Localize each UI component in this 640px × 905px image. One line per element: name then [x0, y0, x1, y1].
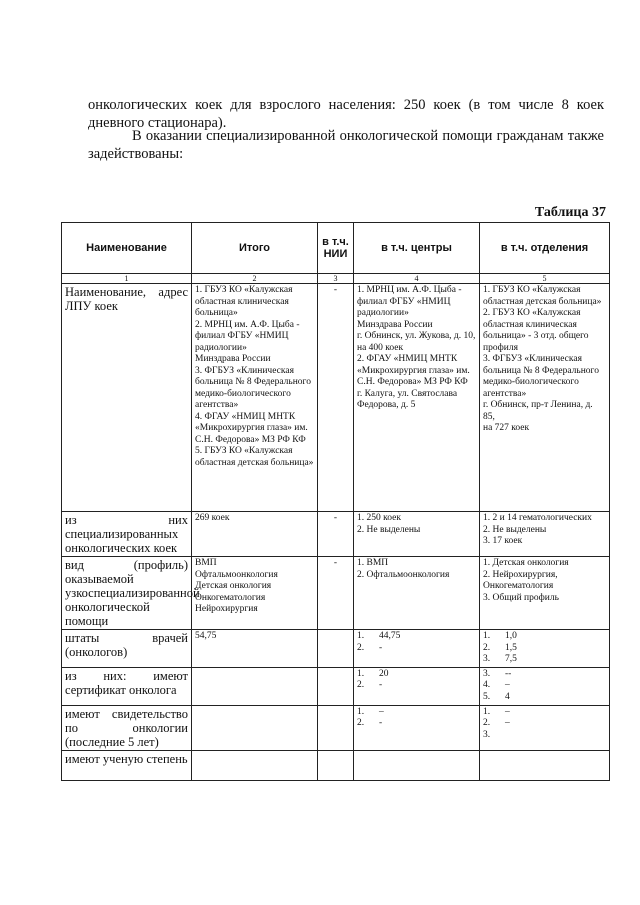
item-value: 44,75 [379, 631, 401, 641]
cell-departments [480, 512, 610, 557]
item-number: 1. [357, 668, 365, 679]
cell-line: г. Обнинск, ул. Жукова, д. 10, на 400 коек [357, 331, 476, 353]
cell-centers [354, 557, 480, 630]
col-number: 1 [62, 274, 192, 284]
cell-line: 2. МРНЦ им. А.Ф. Цыба - филиал ФГБУ «НМИЦ радиологии» [195, 319, 300, 353]
header-nii: в т.ч. НИИ [318, 223, 354, 274]
row-label: Наименование, адрес ЛПУ коек [62, 284, 192, 512]
cell-line: 3. ФГБУЗ «Клиническая больница № 8 Федерального медико-биологического агентства» [195, 365, 311, 410]
cell-line: Нейрохирургия [195, 604, 258, 614]
cell-line: 5. ГБУЗ КО «Калужская областная детская больница» [195, 446, 314, 468]
cell-nii [318, 750, 354, 780]
table-row [62, 557, 610, 630]
item-number: 1. [357, 706, 365, 717]
table-row [62, 667, 610, 705]
cell-total [192, 284, 318, 512]
cell-nii [318, 630, 354, 668]
item-value: 7,5 [505, 654, 517, 664]
intro-paragraph-1: онкологических коек для взрослого населения: 250 коек (в том числе 8 коек дневного стационара). [88, 97, 604, 131]
table-header-row [62, 223, 610, 274]
cell-total [192, 557, 318, 630]
numbered-value [483, 718, 606, 730]
item-number: 3. [483, 654, 491, 664]
numbered-value [483, 680, 606, 692]
item-number: 3. [483, 729, 491, 740]
numbered-value [483, 707, 606, 719]
cell-departments [480, 284, 610, 512]
item-number: 2. [357, 680, 365, 690]
item-number: 1. [483, 631, 491, 641]
item-value: – [505, 718, 510, 728]
cell-line: 4. ФГАУ «НМИЦ МНТК «Микрохирургия глаза» им. С.Н. Федорова» МЗ РФ КФ [195, 411, 308, 445]
item-number: 2. [483, 718, 491, 728]
cell-line: 2. Нейрохирургия, [483, 569, 558, 580]
cell-line: 1. ВМП [357, 558, 389, 568]
cell-line: 2. ФГАУ «НМИЦ МНТК «Микрохирургия глаза» им. С.Н. Федорова» МЗ РФ КФ [357, 354, 470, 387]
header-centers: в т.ч. центры [354, 223, 480, 274]
row-label: имеют свидетельство по онкологии (последние 5 лет) [62, 705, 192, 750]
table-row [62, 512, 610, 557]
cell-line: 2. ГБУЗ КО «Калужская областная клиническая больница» - 3 отд. общего профиля [483, 308, 589, 353]
item-number: 5. [483, 691, 491, 702]
cell-line: 2. Не выделены [483, 524, 547, 535]
cell-total [192, 667, 318, 705]
item-value: 1,5 [505, 642, 517, 653]
cell-line: 269 коек [195, 513, 230, 523]
cell-departments [480, 750, 610, 780]
cell-centers [354, 667, 480, 705]
cell-centers [354, 705, 480, 750]
table-row [62, 750, 610, 780]
header-departments: в т.ч. отделения [480, 223, 610, 274]
cell-total [192, 512, 318, 557]
cell-line: 2. Офтальмоонкология [357, 569, 450, 580]
cell-line: 1. ГБУЗ КО «Калужская областная детская больница» [483, 285, 602, 307]
cell-line: 1. ГБУЗ КО «Калужская областная клиническая больница» [195, 285, 293, 318]
cell-line: ВМП [195, 558, 217, 568]
item-value: 20 [379, 668, 389, 679]
item-number: 4. [483, 680, 491, 690]
numbered-value [357, 669, 476, 681]
col-number: 3 [318, 274, 354, 284]
row-label: штаты врачей (онкологов) [62, 630, 192, 668]
cell-line: 3. ФГБУЗ «Клиническая больница № 8 Федерального медико-биологического агентства» [483, 354, 599, 399]
cell-line: 54,75 [195, 631, 217, 641]
item-number: 1. [483, 706, 491, 717]
cell-total [192, 630, 318, 668]
cell-line: г. Калуга, ул. Святослава Федорова, д. 5 [357, 388, 458, 410]
cell-line: Минздрава России [195, 354, 271, 364]
item-value: 1,0 [505, 631, 517, 641]
cell-line: 3. Общий профиль [483, 592, 559, 603]
numbered-value [357, 680, 476, 692]
header-name: Наименование [62, 223, 192, 274]
item-number: 3. [483, 668, 491, 679]
item-value: - [379, 642, 383, 653]
item-value: -- [505, 668, 512, 679]
numbered-value [357, 718, 476, 730]
cell-total [192, 705, 318, 750]
cell-line: 1. 2 и 14 гематологических [483, 513, 592, 523]
item-number: 1. [357, 631, 365, 641]
cell-centers [354, 750, 480, 780]
cell-departments [480, 705, 610, 750]
numbered-value [483, 643, 606, 655]
cell-nii: - [318, 557, 354, 630]
item-value: 4 [505, 691, 510, 702]
cell-line: на 727 коек [483, 423, 530, 433]
numbered-value [357, 631, 476, 643]
row-label: вид (профиль) оказываемой узкоспециализированной онкологической помощи [62, 557, 192, 630]
cell-nii: - [318, 284, 354, 512]
cell-departments [480, 630, 610, 668]
cell-line: 2. Не выделены [357, 524, 421, 535]
cell-nii: - [318, 512, 354, 557]
cell-departments [480, 557, 610, 630]
cell-nii [318, 667, 354, 705]
cell-line: 1. Детская онкология [483, 558, 569, 568]
numbered-value [357, 643, 476, 655]
cell-line: Онкогематология [483, 581, 554, 591]
numbered-value [483, 692, 606, 704]
table-row [62, 705, 610, 750]
numbered-value [483, 654, 606, 666]
col-number: 5 [480, 274, 610, 284]
cell-line: 1. МРНЦ им. А.Ф. Цыба - филиал ФГБУ «НМИЦ радиологии» [357, 285, 462, 318]
item-value: – [505, 680, 510, 690]
numbered-value [483, 730, 606, 742]
item-number: 2. [357, 718, 365, 728]
cell-line: Офтальмоонкология [195, 569, 278, 580]
cell-centers [354, 630, 480, 668]
item-number: 2. [483, 642, 491, 653]
cell-line: Онкогематология [195, 592, 266, 603]
cell-nii [318, 705, 354, 750]
row-label: из них специализированных онкологических коек [62, 512, 192, 557]
numbered-value [483, 669, 606, 681]
item-value: - [379, 680, 383, 690]
cell-departments [480, 667, 610, 705]
cell-centers [354, 284, 480, 512]
numbered-value [483, 631, 606, 643]
table-caption: Таблица 37 [534, 205, 606, 220]
item-number: 2. [357, 642, 365, 653]
cell-line: 1. 250 коек [357, 513, 401, 523]
column-number-row [62, 274, 610, 284]
intro-paragraph-2: В оказании специализированной онкологической помощи гражданам также задействованы: [88, 128, 604, 162]
oncology-table [61, 222, 610, 781]
numbered-value [357, 707, 476, 719]
table-row [62, 284, 610, 512]
item-value: - [379, 718, 383, 728]
cell-line: Детская онкология [195, 581, 272, 591]
cell-centers [354, 512, 480, 557]
row-label: имеют ученую степень [62, 750, 192, 780]
cell-line: Минздрава России [357, 319, 433, 330]
cell-line: г. Обнинск, пр-т Ленина, д. 85, [483, 400, 593, 422]
cell-line: 3. 17 коек [483, 536, 523, 546]
col-number: 4 [354, 274, 480, 284]
item-value: – [379, 706, 384, 717]
header-total: Итого [192, 223, 318, 274]
cell-total [192, 750, 318, 780]
item-value: – [505, 706, 510, 717]
row-label: из них: имеют сертификат онколога [62, 667, 192, 705]
col-number: 2 [192, 274, 318, 284]
table-row [62, 630, 610, 668]
table-body [62, 284, 610, 781]
